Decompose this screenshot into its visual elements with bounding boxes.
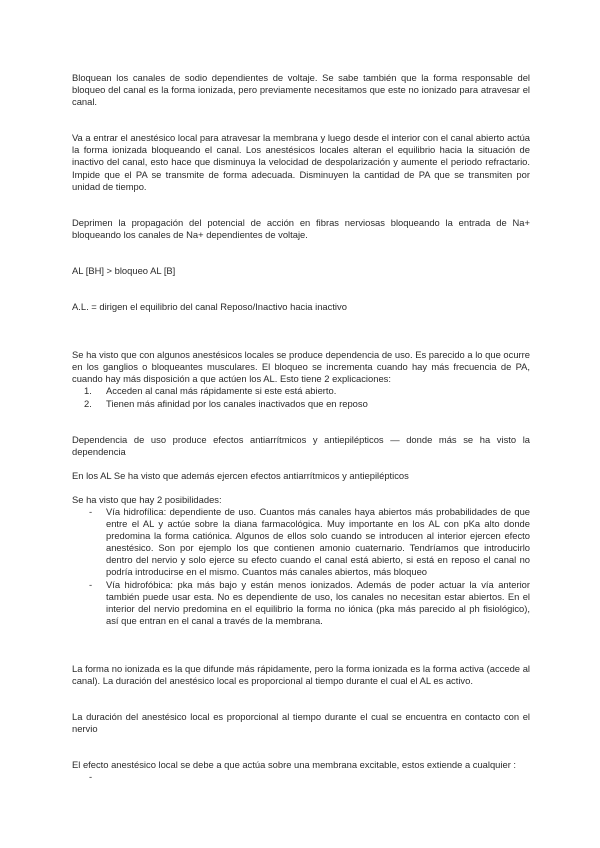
empty-list-item	[72, 771, 530, 783]
paragraph-duration: La duración del anestésico local es proporcional al tiempo durante el cual se encuentra en contacto con el nervio	[72, 711, 530, 735]
list-item-text: Vía hidrofóbica: pka más bajo y están menos ionizados. Además de poder actuar la vía anterior también puede usar esta. No es dependiente de uso, los canales no necesitan estar abiertos. En el interior del nervio predomina en el equilibrio la forma no iónica (pka más parecido al ph fisiológico), así que entran en el canal a través de la membrana.	[106, 578, 530, 626]
list-item	[72, 579, 530, 627]
paragraph-use-dependence: Se ha visto que con algunos anestésicos locales se produce dependencia de uso. Es parecido a lo que ocurre en los ganglios o bloqueantes musculares. El bloqueo se incrementa cuando hay más frecuencia de PA, cuando hay más disposición a que actúen los AL. Esto tiene 2 explicaciones:	[72, 349, 530, 385]
paragraph-al-effects: En los AL Se ha visto que además ejercen efectos antiarrítmicos y antiepilépticos	[72, 469, 409, 481]
list-number: 2.	[84, 397, 92, 409]
paragraph-non-ionized-form: La forma no ionizada es la que difunde más rápidamente, pero la forma ionizada es la forma activa (accede al canal). La duración del anestésico local es proporcional al tiempo durante el cual el AL es activo.	[72, 662, 530, 686]
list-item-text: Acceden al canal más rápidamente si este está abierto.	[106, 385, 337, 397]
list-item	[72, 506, 530, 579]
dash-list	[72, 506, 530, 627]
list-item	[84, 385, 530, 397]
paragraph-antiarrhythmic: Dependencia de uso produce efectos antiarrítmicos y antiepilépticos — donde más se ha visto la dependencia	[72, 433, 530, 457]
paragraph-propagation: Deprimen la propagación del potencial de acción en fibras nerviosas bloqueando la entrada de Na+ bloqueando los canales de Na+ dependientes de voltaje.	[72, 216, 530, 240]
numbered-list	[72, 385, 530, 409]
dash-marker: -	[89, 505, 93, 517]
formula-line-bh-b: AL [BH] > bloqueo AL [B]	[72, 264, 176, 276]
formula-line-equilibrium: A.L. = dirigen el equilibrio del canal Reposo/Inactivo hacia inactivo	[72, 301, 347, 313]
document-body	[72, 72, 530, 783]
list-item-text: Vía hidrofílica: dependiente de uso. Cuantos más canales haya abiertos más probabilidades de que entre el AL y actúe sobre la diana farmacológica. Muy importante en los AL con pKa alto donde predomina la forma catiónica. Algunos de ellos solo cuando se introducen al interior ejercen efecto anestésico. Son por ejemplo los que contienen amonio cuaternario. Tendríamos que introducirlo dentro del nervio y solo ejerce su efecto cuando el canal está abierto, si está en reposo el canal no podría introducirse en el mismo. Cuantos más canales abiertos, más bloqueo	[106, 505, 530, 578]
paragraph-membrane-entry: Va a entrar el anestésico local para atravesar la membrana y luego desde el interior con el canal abierto actúa la forma ionizada bloqueando el canal. Los anestésicos locales alteran el equilibrio hacia la situación de inactivo del canal, esto hace que disminuya la velocidad de despolarización y aumente el periodo refractario. Impide que el PA se transmite de forma adecuada. Disminuyen la cantidad de PA que se transmiten por unidad de tiempo.	[72, 132, 530, 192]
dash-marker: -	[89, 771, 93, 783]
list-item	[84, 398, 530, 410]
list-number: 1.	[84, 385, 92, 397]
paragraph-excitable-membrane: El efecto anestésico local se debe a que actúa sobre una membrana excitable, estos extiende a cualquier :	[72, 759, 517, 771]
paragraph-possibilities: Se ha visto que hay 2 posibilidades:	[72, 493, 222, 505]
paragraph-sodium-channels: Bloquean los canales de sodio dependientes de voltaje. Se sabe también que la forma responsable del bloqueo del canal es la forma ionizada, pero previamente necesitamos que este no ionizado para atravesar el canal.	[72, 72, 530, 108]
list-item-text: Tienen más afinidad por los canales inactivados que en reposo	[106, 397, 368, 409]
dash-marker: -	[89, 578, 93, 590]
